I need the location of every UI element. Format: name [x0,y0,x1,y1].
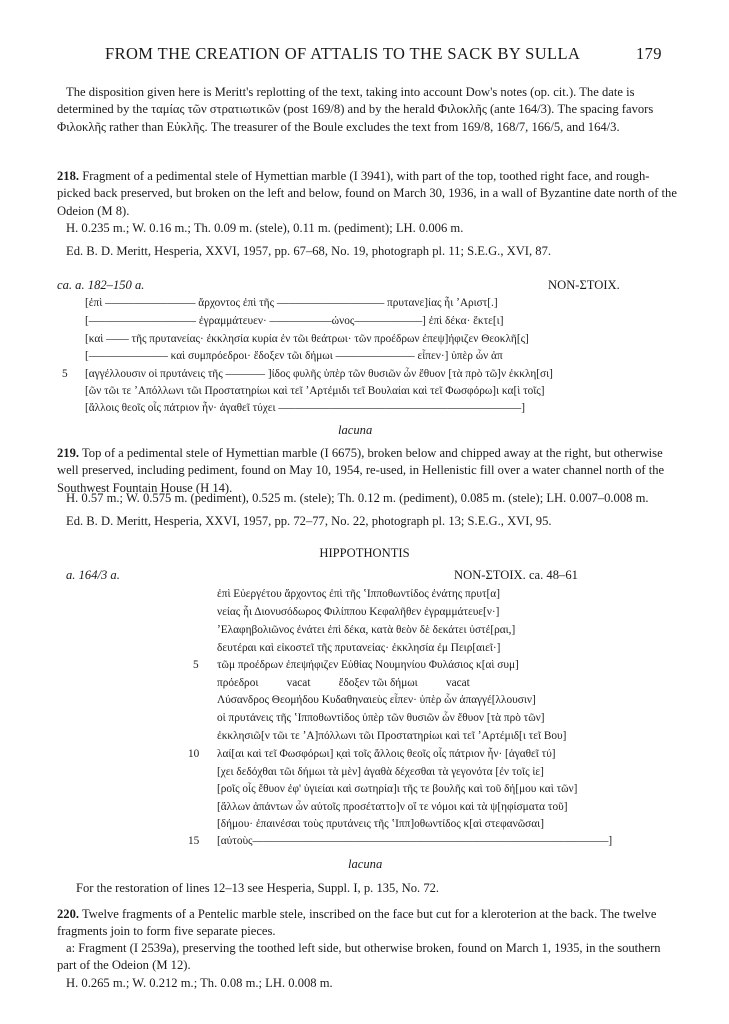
intro-paragraph: The disposition given here is Meritt's replotting of the text, taking into account Dow's notes (op. cit.). The date is determined by the ταμίας τῶν στρατιωτικῶν (post 169/8) and by the herald Φιλοκλῆς (ante 164/3). The spacing favors Φιλοκλῆς rather than Εὐκλῆς. The treasurer of the Boule excludes the text from 169/8, 168/7, 166/5, and 164/3. [57,85,654,134]
inscription-line: [ἐπὶ –––––––––––––––– ἄρχοντος ἐπὶ τῆς ––––––––––––––––––– πρυτανε]ίας ἧι ʼΑριστ[.] [85,297,498,309]
inscription-line: [καὶ –––– τῆς πρυτανείας· ἐκκλησία κυρία ἐν τῶι θεάτρωι· τῶν προέδρων ἐπεψ]ήφιζεν Θεοκλῆ[ς] [85,333,529,345]
inscription-line: ἐπὶ Εὐεργέτου ἄρχοντος ἐπὶ τῆς ʽΙπποθωντίδος ἐνάτης πρυτ[α] [217,588,500,600]
inscription-line: ʼΕλαφηβολιῶνος ἐνάτει ἐπὶ δέκα, κατὰ θεὸν δὲ δεκάτει ὑστέ[ραι,] [217,624,516,636]
inscription-line: [––––––––––––––––––– ἐγραμμάτευεν· –––––––––––ώνος––––––––––––] ἐπὶ δέκα· ἕκτε[ι] [85,315,504,327]
inscription-line: [ῶν τῶι τε ʼΑπόλλωνι τῶι Προστατηρίωι καὶ τεῖ ʼΑρτέμιδι τεῖ Βουλαίαι καὶ τεῖ Φωσφόρω]ι κα[ὶ τοῖς] [85,385,545,397]
inscription-line: [ροῖς οἷς ἔθυον ἐφ' ὑγιείαι καὶ σωτηρία]ι τῆς τε βουλῆς καὶ τοῦ δή[μου καὶ τῶν] [217,783,578,795]
entry-220-dimensions: H. 0.265 m.; W. 0.212 m.; Th. 0.08 m.; LH. 0.008 m. [66,976,333,990]
inscription-line: ἐκκλησιῶ[ν τῶι τε ʼΑ]πόλλωνι τῶι Προστατηρίωι καὶ τεῖ ʼΑρτέμιδ[ι τεῖ Βου] [217,730,567,742]
inscription-line: [–––––––––––––– καὶ συμπρόεδροι· ἔδοξεν τῶι δήμωι –––––––––––––– εἶπεν·] ὑπὲρ ὧν ἀπ [85,350,503,362]
entry-218-description: 218. Fragment of a pedimental stele of Hymettian marble (I 3941), with part of the top, toothed right face, and rough-picked back preserved, but broken on the left and below, found on March 30, 1936, in a wall of Byzantine date north of the Odeion (M 8). [57,169,677,218]
inscription-line: οἱ πρυτάνεις τῆς ʽΙπποθωντίδος ὑπὲρ τῶν θυσιῶν ὧν ἔθυον [τὰ πρὸ τῶν] [217,712,545,724]
entry-219-style: NON-ΣΤΟΙΧ. ca. 48–61 [454,568,578,582]
inscription-line: τῶμ προέδρων ἐπεψήφιζεν Εὐθίας Νουμηνίου Φυλάσιος κ[αὶ συμ] [217,659,519,671]
line-number: 5 [193,659,199,671]
entry-219-dimensions: H. 0.57 m.; W. 0.575 m. (pediment), 0.525 m. (stele); Th. 0.12 m. (pediment), 0.085 m. (stele); LH. 0.007–0.008 m. [66,491,649,505]
entry-218-lacuna: lacuna [338,423,373,437]
entry-218-number: 218. [57,169,80,183]
inscription-line: [ἄλλων ἁπάντων ὧν αὐτοῖς προσέταττο]ν οἵ τε νόμοι καὶ τὰ ψ[ηφίσματα τοῦ] [217,801,568,813]
page-number: 179 [636,44,662,63]
line-number: 15 [188,835,200,847]
entry-220-number: 220. [57,907,80,921]
inscription-line: νείας ἧι Διονυσόδωρος Φιλίππου Κεφαλῆθεν ἐγραμμάτευε[ν·] [217,606,500,618]
entry-219-number: 219. [57,446,80,460]
line-number: 5 [62,368,68,380]
entry-219-heading: HIPPOTHONTIS [319,546,410,560]
entry-219-lacuna: lacuna [348,857,383,871]
inscription-line: πρόεδροι vacat ἔδοξεν τῶι δήμωι vacat [217,677,470,689]
inscription-line: [αγγέλλουσιν οἱ πρυτάνεις τῆς ––––––– ]ίδος φυλῆς ὑπὲρ τῶν θυσιῶν ὧν ἔθυον [τὰ πρὸ τῶ]ν ἐκκλη[σι] [85,368,553,380]
entry-218-style: NON-ΣΤΟΙΧ. [548,278,620,292]
entry-219-note: For the restoration of lines 12–13 see Hesperia, Suppl. I, p. 135, No. 72. [76,881,440,895]
line-number: 10 [188,748,200,760]
inscription-line: λαί[αι καὶ τεῖ Φωσφόρωι] κ̣αὶ τοῖς ἄλλοις θεοῖς οἷς πάτριον ἦν· [ἀγαθεῖ τύ] [217,748,556,760]
entry-218-dimensions: H. 0.235 m.; W. 0.16 m.; Th. 0.09 m. (stele), 0.11 m. (pediment); LH. 0.006 m. [66,221,464,235]
inscription-line: [δήμου· ἐπαινέσαι τοὺς πρυτάνεις τῆς ʽΙππ]οθωντίδος κ[αὶ στεφανῶσαι] [217,818,544,830]
entry-219-description: 219. Top of a pedimental stele of Hymettian marble (I 6675), broken below and chipped away at the right, but otherwise well preserved, including pediment, found on May 10, 1954, re-used, in Hellenistic fill over a water channel north of the Southwest Fountain House (H 14). [57,446,665,495]
entry-219-date: a. 164/3 a. [66,568,120,582]
inscription-line: [χει δεδόχθαι τῶι δήμωι τὰ μὲν] ἀγαθὰ δέχεσθαι τὰ γεγονότα [ἐν τοῖς ἱε] [217,766,544,778]
entry-220-fragment-a: a: Fragment (I 2539a), preserving the toothed left side, but otherwise broken, found on March 1, 1935, in the southern part of the Odeion (M 12). [57,941,661,973]
entry-218-date: ca. a. 182–150 a. [57,278,145,292]
inscription-line: Λύσανδρος Θεομήδου Κυδαθηναιεὺς εἶπεν· ὑπὲρ ὧν ἀπαγγέ[λλουσιν] [217,694,536,706]
inscription-line: δευτέραι καὶ εἰκοστεῖ τῆς πρυτανείας· ἐκκλησία ἐμ Πειρ[αιεῖ·] [217,642,501,654]
entry-219-edition: Ed. B. D. Meritt, Hesperia, XXVI, 1957, pp. 72–77, No. 22, photograph pl. 13; S.E.G., XVI, 95. [66,514,552,528]
running-header-title: FROM THE CREATION OF ATTALIS TO THE SACK BY SULLA [105,44,581,63]
entry-220-description: 220. Twelve fragments of a Pentelic marble stele, inscribed on the face but cut for a kleroterion at the back. The twelve fragments join to form five separate pieces. [57,907,657,939]
entry-218-edition: Ed. B. D. Meritt, Hesperia, XXVI, 1957, pp. 67–68, No. 19, photograph pl. 11; S.E.G., XVI, 87. [66,244,552,258]
inscription-line: [ἄλλοις θεοῖς οἷς πάτριον ἦν· ἀγαθεῖ τύχει –––––––––––––––––––––––––––––––––––––––––––] [85,402,526,414]
inscription-line: [αὐτοὺς–––––––––––––––––––––––––––––––––––––––––––––––––––––––––––––––] [217,835,613,847]
